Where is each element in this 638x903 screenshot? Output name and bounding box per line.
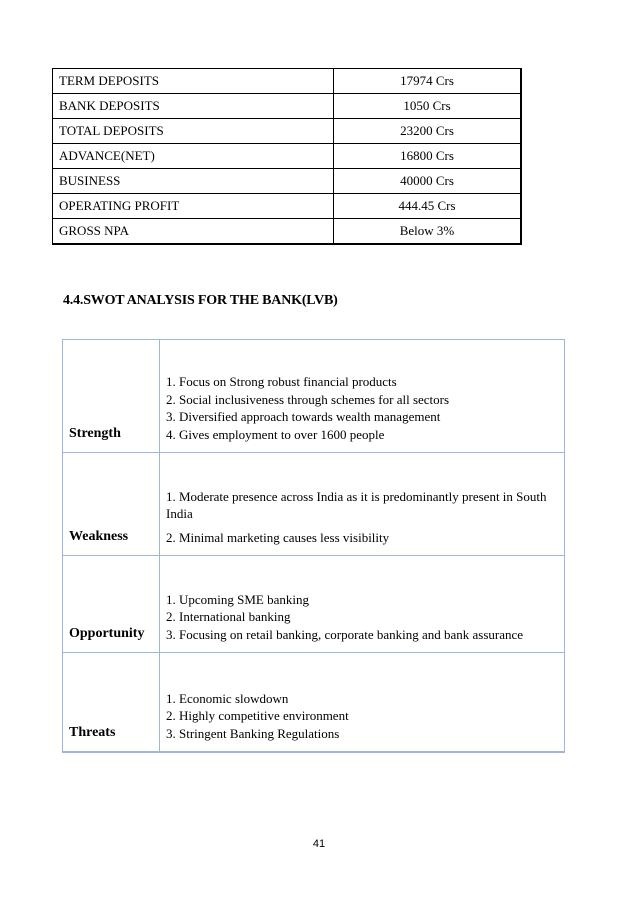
swot-point: 4. Gives employment to over 1600 people — [166, 426, 385, 442]
swot-row-opportunity — [63, 556, 565, 653]
row-label: GROSS NPA — [53, 219, 334, 245]
swot-category: Opportunity — [63, 556, 160, 653]
swot-point: 1. Economic slowdown — [166, 690, 289, 706]
swot-point: 2. International banking — [166, 609, 291, 624]
section-heading: 4.4.SWOT ANALYSIS FOR THE BANK(LVB) — [63, 293, 338, 308]
row-label: TERM DEPOSITS — [53, 69, 334, 94]
swot-category: Threats — [63, 653, 160, 753]
swot-point: 2. Minimal marketing causes less visibility — [166, 529, 390, 545]
financial-summary-table — [52, 68, 522, 245]
swot-row-strength — [63, 340, 565, 453]
swot-row-threats — [63, 653, 565, 753]
table-row — [53, 194, 522, 219]
swot-category: Weakness — [63, 453, 160, 556]
swot-point: 3. Diversified approach towards wealth management — [166, 409, 441, 424]
row-label: BUSINESS — [53, 169, 334, 194]
table-row — [53, 94, 522, 119]
row-label: ADVANCE(NET) — [53, 144, 334, 169]
row-value: 16800 Crs — [334, 144, 522, 169]
swot-points — [160, 653, 565, 753]
swot-point: 3. Stringent Banking Regulations — [166, 725, 340, 741]
row-value: 17974 Crs — [334, 69, 522, 94]
swot-category: Strength — [63, 340, 160, 453]
swot-point: 1. Moderate presence across India as it is predominantly present in South India — [166, 488, 547, 521]
swot-table — [62, 339, 565, 753]
row-value: 444.45 Crs — [334, 194, 522, 219]
table-row — [53, 169, 522, 194]
table-row — [53, 69, 522, 94]
table-row — [53, 144, 522, 169]
swot-points — [160, 453, 565, 556]
table-row — [53, 219, 522, 245]
swot-point: 2. Social inclusiveness through schemes for all sectors — [166, 391, 450, 407]
row-value: 40000 Crs — [334, 169, 522, 194]
row-value: Below 3% — [334, 219, 522, 245]
row-value: 23200 Crs — [334, 119, 522, 144]
row-value: 1050 Crs — [334, 94, 522, 119]
swot-point: 2. Highly competitive environment — [166, 708, 349, 723]
page-number: 41 — [312, 838, 326, 850]
row-label: BANK DEPOSITS — [53, 94, 334, 119]
swot-point: 3. Focusing on retail banking, corporate banking and bank assurance — [166, 626, 524, 642]
swot-point: 1. Upcoming SME banking — [166, 591, 309, 607]
swot-points — [160, 340, 565, 453]
row-label: TOTAL DEPOSITS — [53, 119, 334, 144]
swot-point: 1. Focus on Strong robust financial products — [166, 374, 397, 389]
swot-points — [160, 556, 565, 653]
swot-row-weakness — [63, 453, 565, 556]
table-row — [53, 119, 522, 144]
row-label: OPERATING PROFIT — [53, 194, 334, 219]
